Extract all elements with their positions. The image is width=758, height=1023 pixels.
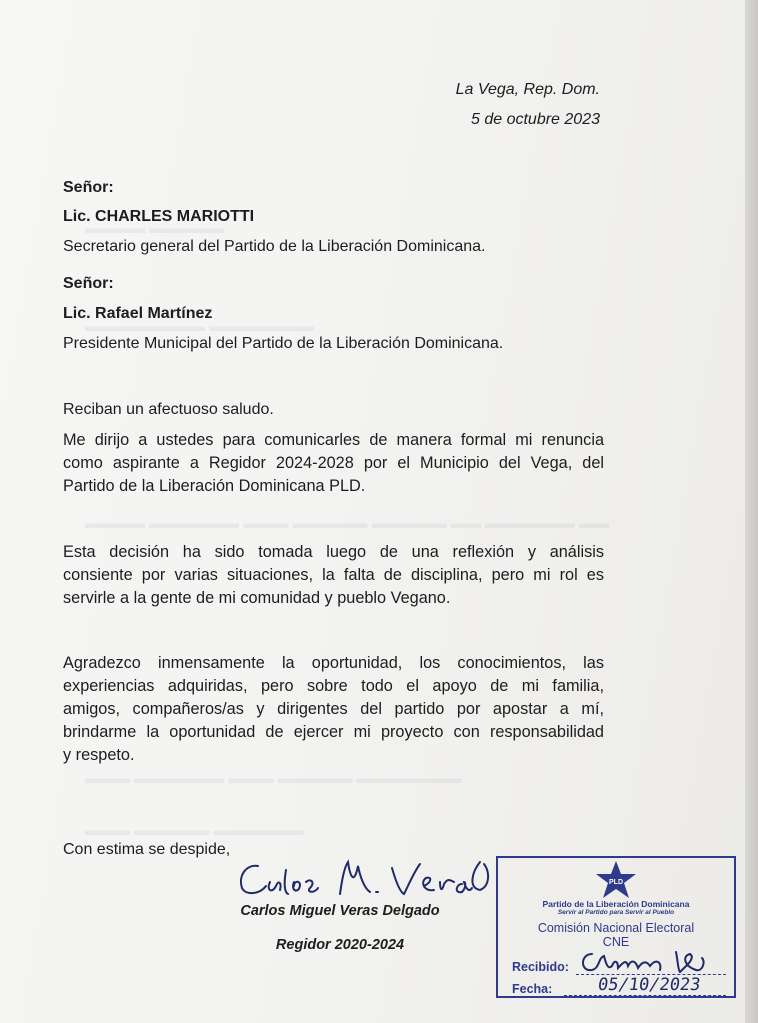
- paragraph-line: Esta decisión ha sido tomada luego de una reflexión y análisis: [63, 543, 604, 561]
- stamp-date-value: 05/10/2023: [596, 975, 702, 995]
- paragraph-decision: [63, 541, 604, 610]
- recipient2-salutation: Señor:: [63, 275, 114, 292]
- show-through-decoration: ▬▬▬ ▬▬▬▬▬▬ ▬▬▬ ▬▬▬▬▬ ▬▬▬▬▬▬▬: [85, 770, 462, 787]
- stamp-acronym: CNE: [602, 935, 630, 949]
- paragraph-line: y respeto.: [63, 746, 135, 764]
- signer-name: Carlos Miguel Veras Delgado: [240, 903, 440, 919]
- signature-drawing: [236, 852, 496, 902]
- show-through-decoration: ▬▬▬▬ ▬▬▬▬▬▬ ▬▬▬ ▬▬▬▬▬ ▬▬▬▬▬ ▬▬ ▬▬▬▬▬▬ ▬▬: [85, 515, 610, 532]
- show-through-decoration: ▬▬▬▬ ▬▬▬▬▬: [85, 220, 225, 237]
- paragraph-line: como aspirante a Regidor 2024-2028 por el Municipio del Vega, del: [63, 454, 604, 472]
- stamp-commission: Comisión Nacional Electoral: [537, 921, 695, 935]
- recipient1-name: Lic. CHARLES MARIOTTI: [63, 208, 255, 225]
- received-initials-drawing: [578, 948, 728, 976]
- signer-title: Regidor 2020-2024: [275, 937, 405, 953]
- paragraph-line: servirle a la gente de mi comunidad y pueblo Vegano.: [63, 589, 451, 607]
- paragraph-line: Me dirijo a ustedes para comunicarles de manera formal mi renuncia: [63, 431, 604, 449]
- letter-date: 5 de octubre 2023: [471, 111, 600, 128]
- recipient1-title: Secretario general del Partido de la Liberación Dominicana.: [63, 238, 486, 255]
- stamp-date-label: Fecha:: [512, 982, 553, 996]
- paragraph-gratitude: [63, 652, 604, 767]
- closing: Con estima se despide,: [63, 841, 231, 858]
- stamp-party: Partido de la Liberación Dominicana: [542, 899, 690, 909]
- page-edge: [745, 0, 758, 1023]
- reception-stamp: [496, 856, 736, 998]
- show-through-decoration: ▬▬▬▬▬▬▬▬ ▬▬▬▬▬▬▬: [85, 318, 315, 335]
- show-through-decoration: ▬▬▬ ▬▬▬▬▬ ▬▬▬▬▬▬: [85, 822, 304, 839]
- paragraph-line: consiente por varias situaciones, la falta de disciplina, pero mi rol es: [63, 566, 604, 584]
- paragraph-line: brindarme la oportunidad de ejercer mi proyecto con responsabilidad: [63, 723, 604, 741]
- recipient2-name: Lic. Rafael Martínez: [63, 305, 213, 322]
- stamp-motto: Servir al Partido para Servir al Pueblo: [557, 909, 675, 916]
- logo-text: PLD: [609, 879, 623, 886]
- recipient2-title: Presidente Municipal del Partido de la Liberación Dominicana.: [63, 335, 504, 352]
- greeting: Reciban un afectuoso saludo.: [63, 401, 274, 418]
- stamp-received-label: Recibido:: [512, 960, 569, 974]
- paragraph-line: amigos, compañeros/as y dirigentes del partido por apostar a mí,: [63, 700, 604, 718]
- paragraph-resignation: [63, 429, 604, 498]
- letter-location: La Vega, Rep. Dom.: [455, 81, 600, 98]
- paragraph-line: Partido de la Liberación Dominicana PLD.: [63, 477, 366, 495]
- recipient1-salutation: Señor:: [63, 179, 114, 196]
- paragraph-line: Agradezco inmensamente la oportunidad, los conocimientos, las: [63, 654, 604, 672]
- stamp-date-line: [564, 995, 726, 996]
- paragraph-line: experiencias adquiridas, pero sobre todo el apoyo de mi familia,: [63, 677, 604, 695]
- pld-star-logo: [594, 860, 638, 900]
